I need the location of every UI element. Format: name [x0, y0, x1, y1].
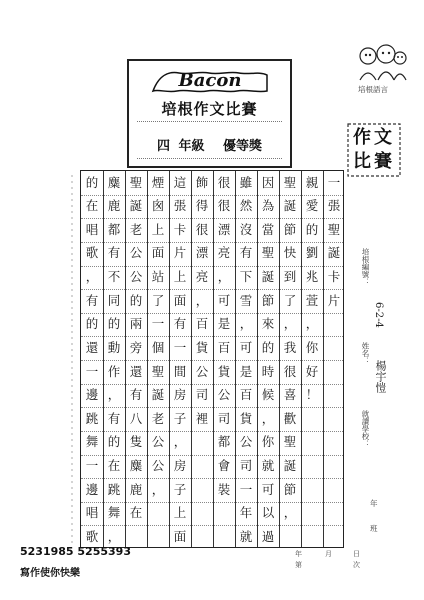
essay-character: 貨: [239, 410, 253, 426]
essay-character: 喜: [283, 387, 297, 403]
essay-character: ，: [151, 481, 165, 497]
mascot-icon: [356, 40, 408, 82]
essay-character: 聖: [261, 245, 275, 261]
year-label: 年: [295, 550, 302, 558]
essay-character: ，: [239, 316, 253, 332]
essay-character: 聖: [283, 174, 297, 190]
essay-character: 上: [173, 269, 187, 285]
essay-character: 還: [85, 339, 99, 355]
essay-character: 下: [239, 269, 253, 285]
essay-character: 鹿: [107, 198, 121, 214]
essay-character: 年: [239, 505, 253, 521]
essay-character: 飾: [195, 174, 209, 190]
essay-character: 子: [173, 481, 187, 497]
essay-character: 舞: [107, 505, 121, 521]
essay-character: ，: [173, 434, 187, 450]
essay-character: 很: [217, 198, 231, 214]
essay-character: 萱: [305, 292, 319, 308]
essay-character: 很: [283, 363, 297, 379]
essay-column: [147, 171, 169, 547]
essay-character: 還: [129, 363, 143, 379]
essay-character: 然: [239, 198, 253, 214]
essay-character: 唱: [85, 505, 99, 521]
essay-character: ，: [283, 316, 297, 332]
essay-character: 誕: [283, 458, 297, 474]
essay-character: 有: [107, 245, 121, 261]
essay-character: 聖: [151, 363, 165, 379]
essay-character: 有: [85, 292, 99, 308]
essay-character: 公: [217, 387, 231, 403]
essay-character: 可: [261, 481, 275, 497]
essay-character: 老: [129, 221, 143, 237]
essay-character: 公: [151, 458, 165, 474]
essay-character: 唱: [85, 221, 99, 237]
essay-character: 上: [151, 221, 165, 237]
essay-character: 了: [151, 292, 165, 308]
essay-character: 司: [239, 458, 253, 474]
serial-value: 6-2-4: [373, 302, 384, 328]
essay-character: 是: [239, 363, 253, 379]
essay-character: 麋: [107, 174, 121, 190]
essay-character: 片: [173, 245, 187, 261]
essay-character: ，: [107, 528, 121, 544]
essay-character: 一: [85, 363, 99, 379]
essay-character: 在: [129, 505, 143, 521]
times-label: 次: [353, 561, 360, 569]
essay-column: [257, 171, 279, 547]
essay-character: 的: [129, 292, 143, 308]
essay-character: 愛: [305, 198, 319, 214]
essay-column: [301, 171, 323, 547]
essay-character: 都: [217, 434, 231, 450]
essay-character: 貨: [195, 339, 209, 355]
essay-column: [235, 171, 257, 547]
manuscript-grid: [80, 170, 344, 548]
essay-column: [169, 171, 191, 547]
essay-character: ，: [261, 410, 275, 426]
essay-character: 邊: [85, 387, 99, 403]
essay-character: 雪: [239, 292, 253, 308]
essay-character: 公: [239, 434, 253, 450]
essay-character: 誕: [327, 245, 341, 261]
essay-character: 就: [239, 528, 253, 544]
essay-character: 貨: [217, 363, 231, 379]
essay-character: 公: [129, 269, 143, 285]
essay-character: 聖: [327, 221, 341, 237]
essay-character: 很: [217, 174, 231, 190]
essay-character: 劉: [305, 245, 319, 261]
essay-character: 沒: [239, 221, 253, 237]
essay-character: 過: [261, 528, 275, 544]
grade-label: 年: [370, 499, 378, 508]
essay-character: 漂: [195, 245, 209, 261]
phone-numbers: 5231985 5255393: [20, 545, 131, 558]
essay-character: 百: [239, 387, 253, 403]
page-label: 第: [295, 561, 302, 569]
essay-character: 一: [239, 481, 253, 497]
essay-character: ，: [85, 269, 99, 285]
essay-character: 的: [85, 316, 99, 332]
essay-character: 就: [261, 458, 275, 474]
essay-character: 誕: [261, 269, 275, 285]
essay-character: 候: [261, 387, 275, 403]
essay-character: 一: [85, 458, 99, 474]
essay-character: 誕: [151, 387, 165, 403]
essay-character: 作: [107, 363, 121, 379]
essay-column: [213, 171, 235, 547]
essay-character: 你: [305, 339, 319, 355]
essay-character: 隻: [129, 434, 143, 450]
serial-label: 培根編號：: [361, 248, 370, 286]
school-label: 就讀學校：: [361, 410, 370, 448]
essay-character: 時: [261, 363, 275, 379]
award-text: 優等獎: [223, 139, 263, 154]
essay-character: 裡: [195, 410, 209, 426]
essay-character: 好: [305, 363, 319, 379]
essay-character: 站: [151, 269, 165, 285]
essay-character: 囪: [151, 198, 165, 214]
essay-character: ，: [195, 292, 209, 308]
essay-character: 歌: [85, 245, 99, 261]
name-label: 姓名：: [361, 342, 370, 365]
essay-character: 親: [305, 174, 319, 190]
essay-character: 的: [107, 434, 121, 450]
divider: [137, 158, 282, 159]
essay-character: 房: [173, 387, 187, 403]
essay-character: 老: [151, 410, 165, 426]
essay-character: 節: [261, 292, 275, 308]
essay-character: 的: [107, 316, 121, 332]
essay-character: 片: [327, 292, 341, 308]
essay-character: 煙: [151, 174, 165, 190]
grade-text: 四 年級: [156, 139, 205, 154]
essay-character: 有: [173, 316, 187, 332]
essay-character: 個: [151, 339, 165, 355]
essay-character: 一: [151, 316, 165, 332]
essay-character: ，: [217, 269, 231, 285]
essay-character: 張: [327, 198, 341, 214]
essay-character: ，: [283, 505, 297, 521]
essay-character: 兩: [129, 316, 143, 332]
essay-character: 有: [107, 410, 121, 426]
essay-character: 動: [107, 339, 121, 355]
essay-character: 可: [239, 339, 253, 355]
essay-column: [323, 171, 345, 547]
essay-character: 間: [173, 363, 187, 379]
essay-character: 漂: [217, 221, 231, 237]
essay-character: 以: [261, 505, 275, 521]
essay-character: 面: [151, 245, 165, 261]
essay-column: [191, 171, 213, 547]
essay-character: 司: [217, 410, 231, 426]
essay-character: 聖: [129, 174, 143, 190]
essay-character: 百: [195, 316, 209, 332]
essay-character: 有: [129, 387, 143, 403]
essay-character: 跳: [85, 410, 99, 426]
essay-character: 你: [261, 434, 275, 450]
day-label: 日: [353, 550, 360, 558]
essay-character: 公: [195, 363, 209, 379]
essay-character: 節: [283, 221, 297, 237]
essay-character: 來: [261, 316, 275, 332]
essay-character: 可: [217, 292, 231, 308]
essay-character: 兆: [305, 269, 319, 285]
essay-character: ，: [107, 387, 121, 403]
handwriting-badge: [346, 122, 402, 178]
essay-character: 房: [173, 458, 187, 474]
essay-character: 快: [283, 245, 297, 261]
essay-character: ，: [305, 316, 319, 332]
essay-character: 都: [107, 221, 121, 237]
essay-character: 為: [261, 198, 275, 214]
essay-character: 不: [107, 269, 121, 285]
essay-character: 卡: [173, 221, 187, 237]
margin-dots: [44, 175, 74, 545]
essay-character: 司: [195, 387, 209, 403]
essay-character: 歌: [85, 528, 99, 544]
essay-character: 八: [129, 410, 143, 426]
essay-character: 一: [173, 339, 187, 355]
essay-character: 亮: [217, 245, 231, 261]
essay-character: 公: [129, 245, 143, 261]
essay-character: 的: [261, 339, 275, 355]
essay-character: 麋: [129, 458, 143, 474]
essay-character: 是: [217, 316, 231, 332]
essay-character: 了: [283, 292, 297, 308]
essay-character: 張: [173, 198, 187, 214]
divider: [137, 121, 282, 122]
essay-column: [103, 171, 125, 547]
essay-character: 在: [107, 458, 121, 474]
essay-character: 得: [195, 198, 209, 214]
essay-character: 的: [305, 221, 319, 237]
essay-character: 面: [173, 528, 187, 544]
essay-character: 子: [173, 410, 187, 426]
essay-character: 會: [217, 458, 231, 474]
essay-character: 在: [85, 198, 99, 214]
badge-text: 作文比賽: [353, 127, 395, 172]
month-label: 月: [325, 550, 332, 558]
essay-character: 公: [151, 434, 165, 450]
essay-character: 跳: [107, 481, 121, 497]
slogan: 寫作使你快樂: [20, 568, 80, 579]
essay-character: 雖: [239, 174, 253, 190]
essay-column: [279, 171, 301, 547]
essay-character: 同: [107, 292, 121, 308]
essay-character: 邊: [85, 481, 99, 497]
essay-character: ！: [305, 387, 319, 403]
essay-character: 一: [327, 174, 341, 190]
essay-character: 百: [217, 339, 231, 355]
mascot-caption: 培根語言: [358, 85, 388, 94]
essay-character: 舞: [85, 434, 99, 450]
essay-character: 有: [239, 245, 253, 261]
essay-character: 裝: [217, 481, 231, 497]
contest-title: 培根作文比賽: [161, 100, 258, 118]
essay-character: 聖: [283, 434, 297, 450]
essay-character: 面: [173, 292, 187, 308]
essay-character: 歡: [283, 410, 297, 426]
essay-character: 因: [261, 174, 275, 190]
award-stamp: [127, 59, 292, 168]
essay-character: 到: [283, 269, 297, 285]
name-value: 楊宇愷: [374, 360, 387, 393]
essay-character: 卡: [327, 269, 341, 285]
essay-character: 節: [283, 481, 297, 497]
class-label: 班: [370, 524, 378, 533]
essay-character: 旁: [129, 339, 143, 355]
essay-character: 亮: [195, 269, 209, 285]
essay-character: 我: [283, 339, 297, 355]
essay-column: [81, 171, 103, 547]
essay-column: [125, 171, 147, 547]
essay-character: 鹿: [129, 481, 143, 497]
essay-character: 誕: [129, 198, 143, 214]
essay-character: 的: [85, 174, 99, 190]
brand-text: Bacon: [178, 70, 242, 91]
essay-character: 上: [173, 505, 187, 521]
essay-character: 當: [261, 221, 275, 237]
essay-character: 誕: [283, 198, 297, 214]
essay-character: 這: [173, 174, 187, 190]
bacon-logo: [149, 67, 271, 97]
award-line: [129, 135, 290, 154]
essay-character: 很: [195, 221, 209, 237]
